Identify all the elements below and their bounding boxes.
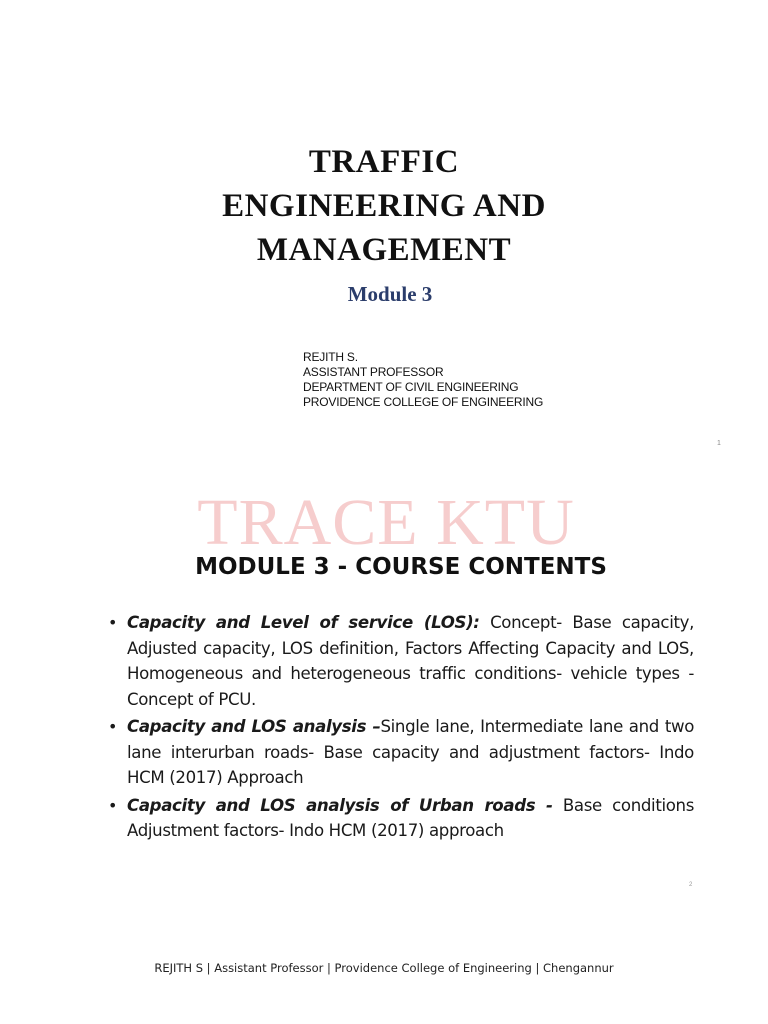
bullet-icon: • [108, 795, 118, 815]
watermark: TRACE KTU [197, 486, 575, 559]
topic-text: Concept- Base capacity, Adjusted capacity, LOS definition, Factors Affecting Capacity and LOS, Homogeneous and heterogeneous traffic conditions- vehicle types - Concept of PCU. [127, 613, 695, 709]
topic-heading: Capacity and LOS analysis of Urban roads - [127, 795, 553, 815]
author-name: REJITH S. [303, 350, 358, 364]
section-title: MODULE 3 - COURSE CONTENTS [195, 554, 607, 580]
course-contents-list [108, 610, 694, 846]
topic-heading: Capacity and LOS analysis – [127, 717, 381, 736]
title-line: ENGINEERING AND [222, 188, 546, 224]
page-footer: REJITH S | Assistant Professor | Providence College of Engineering | Chengannur [154, 961, 614, 975]
author-block [303, 350, 543, 410]
list-item [108, 714, 694, 791]
slide-number: 1 [717, 440, 721, 447]
list-item [108, 610, 694, 712]
author-designation: ASSISTANT PROFESSOR [303, 365, 444, 379]
slide-number: 2 [689, 882, 693, 888]
title-line: MANAGEMENT [256, 232, 512, 268]
module-label: Module 3 [347, 282, 433, 306]
bullet-icon: • [108, 613, 118, 632]
document-title [0, 140, 768, 272]
topic-text: Base conditions Adjustment factors- Indo HCM (2017) approach [127, 795, 694, 840]
topic-heading: Capacity and Level of service (LOS): [127, 613, 480, 632]
author-college: PROVIDENCE COLLEGE OF ENGINEERING [303, 395, 544, 409]
bullet-icon: • [108, 717, 118, 736]
title-line: TRAFFIC [308, 144, 460, 180]
list-item [108, 793, 694, 844]
author-department: DEPARTMENT OF CIVIL ENGINEERING [303, 380, 519, 394]
topic-text: Single lane, Intermediate lane and two lane interurban roads- Base capacity and adjustment factors- Indo HCM (2017) Approach [127, 717, 694, 787]
